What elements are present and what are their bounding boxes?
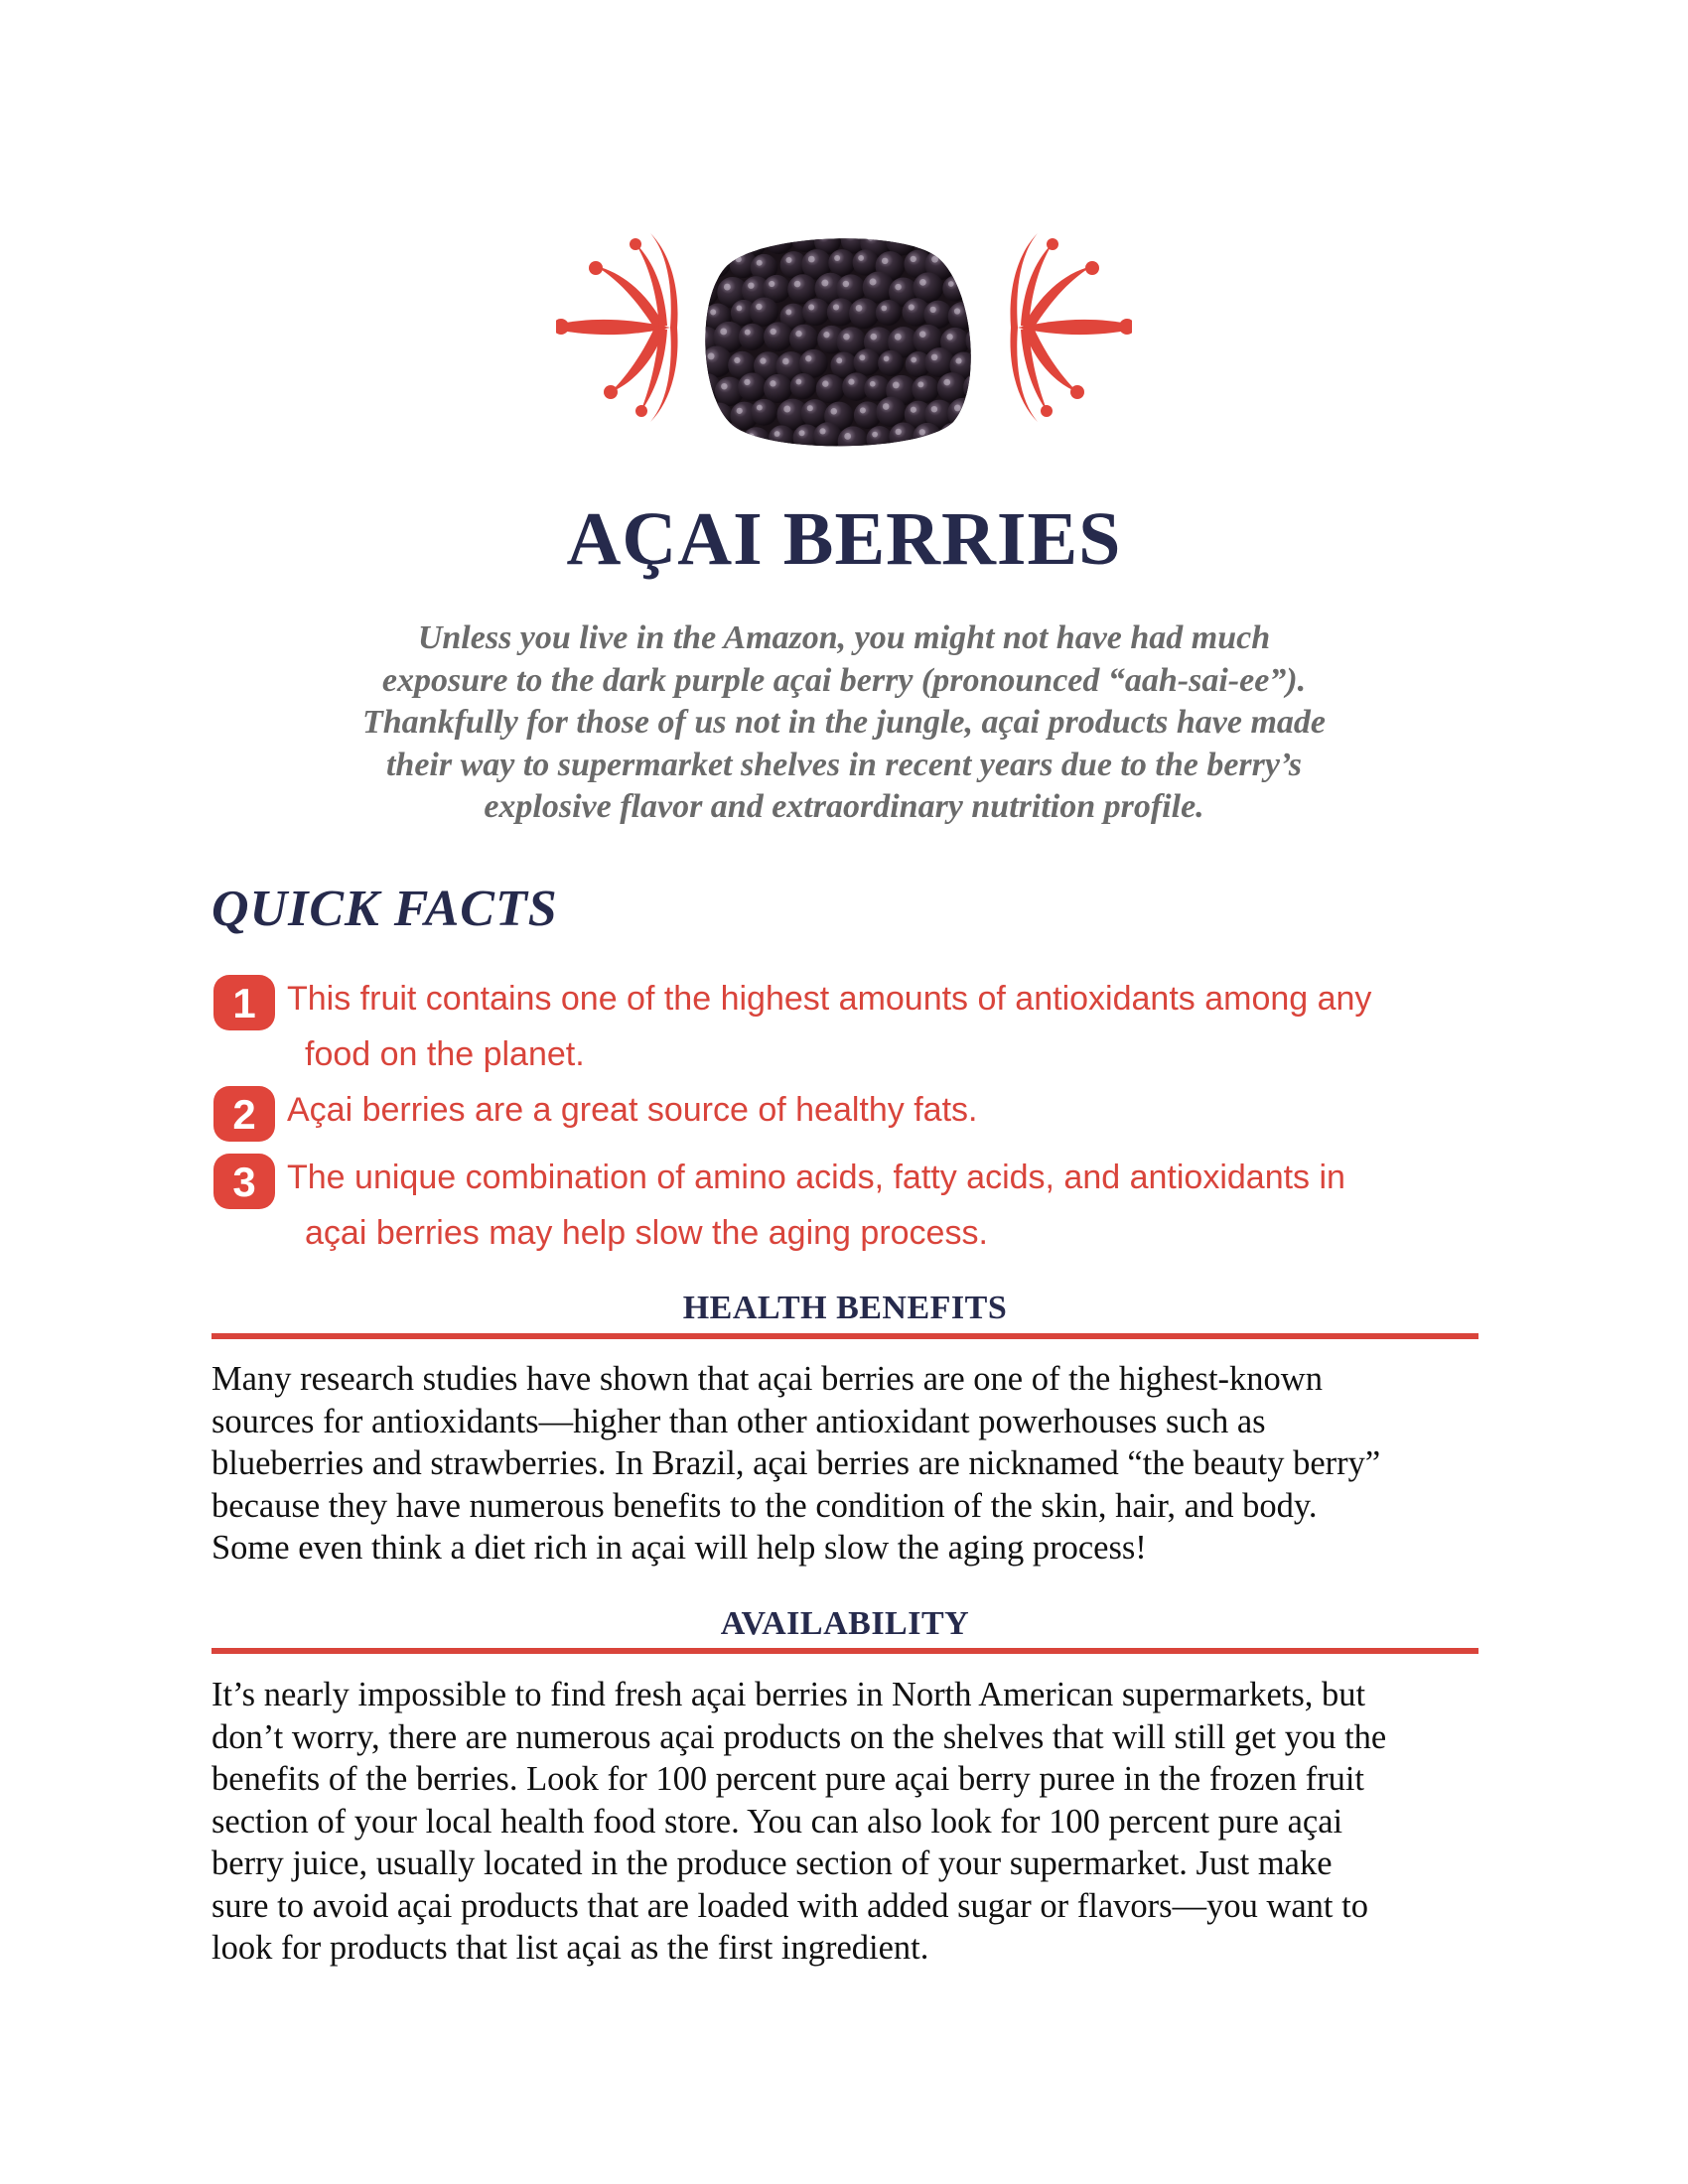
acai-berries-image [685, 228, 1007, 457]
berry [828, 249, 855, 276]
berry-highlight [911, 407, 916, 413]
berry [813, 422, 841, 450]
berry [751, 399, 777, 426]
berry [941, 228, 968, 252]
berry [849, 298, 880, 329]
berry [688, 276, 719, 307]
berry-highlight [955, 358, 961, 364]
berry-highlight [798, 430, 804, 436]
berry-highlight [909, 304, 914, 310]
berry-highlight [943, 379, 950, 386]
berry-highlight [843, 281, 849, 287]
berry-highlight [982, 305, 989, 312]
berry-highlight [711, 409, 717, 415]
berry-highlight [720, 329, 727, 336]
berry-highlight [769, 281, 774, 287]
berry-highlight [695, 283, 702, 290]
berry-highlight [699, 379, 705, 385]
berry-highlight [808, 304, 814, 310]
berry-highlight [931, 406, 937, 412]
berry-highlight [774, 431, 780, 437]
berry [789, 325, 818, 353]
berry [942, 276, 968, 302]
berry-highlight [859, 354, 865, 360]
berry [692, 228, 719, 254]
berry-highlight [756, 304, 762, 310]
berry-highlight [795, 379, 801, 385]
berry-highlight [911, 256, 916, 262]
intro-line: explosive flavor and extraordinary nutrition profile. [484, 788, 1204, 825]
berry [816, 374, 845, 403]
berry [738, 228, 768, 257]
berry [769, 425, 795, 452]
header-illustration [556, 228, 1132, 457]
berry-highlight [834, 255, 840, 261]
berry-highlight [971, 431, 977, 437]
availability-paragraph [211, 1674, 1502, 1970]
health-benefits-heading: HEALTH BENEFITS [682, 1290, 1008, 1326]
berry [975, 253, 1002, 280]
number-badge-icon [211, 971, 279, 1034]
berry [966, 426, 993, 453]
berry-highlight [884, 355, 890, 361]
berry-highlight [721, 383, 727, 389]
berry-highlight [785, 257, 791, 263]
berry-highlight [719, 429, 726, 436]
berry [853, 348, 880, 375]
berry-highlight [737, 306, 743, 312]
berry [692, 425, 719, 452]
left-flourish-icon [556, 233, 678, 422]
berry-highlight [919, 331, 926, 338]
fact-line: food on the planet. [305, 1035, 585, 1073]
right-flourish-icon [1010, 233, 1132, 422]
berry-highlight [893, 231, 900, 238]
paragraph-line: It’s nearly impossible to find fresh açai berries in North American supermarkets, but [211, 1676, 1366, 1713]
berry [750, 298, 778, 327]
availability-heading: AVAILABILITY [720, 1605, 970, 1642]
berry [967, 228, 994, 253]
berry-highlight [782, 358, 789, 365]
fact-line: The unique combination of amino acids, fatty acids, and antioxidants in [287, 1159, 1345, 1196]
berry-highlight [737, 408, 743, 414]
intro-line: their way to supermarket shelves in recent years due to the berry’s [385, 746, 1303, 783]
berry [963, 372, 993, 402]
section-divider [211, 1333, 1478, 1339]
berry-highlight [967, 283, 974, 290]
berry-highlight [954, 405, 961, 412]
berry [876, 397, 906, 427]
berry-highlight [836, 357, 842, 363]
quick-fact-text [287, 971, 1508, 1082]
berry [978, 350, 1006, 378]
berry-highlight [860, 407, 866, 413]
berry-highlight [918, 231, 924, 237]
berry-highlight [870, 334, 877, 341]
health-benefits-paragraph [211, 1358, 1502, 1570]
berry-highlight [760, 357, 766, 363]
berry-highlight [911, 357, 916, 363]
berry-highlight [981, 259, 987, 265]
quick-fact-text [287, 1082, 1508, 1138]
berry-highlight [698, 333, 704, 339]
berry [853, 249, 879, 275]
berry-highlight [847, 232, 853, 238]
paragraph-line: Many research studies have shown that açai berries are one of the highest-known [211, 1360, 1323, 1398]
berry-highlight [748, 282, 754, 288]
berry-highlight [708, 352, 715, 359]
berry-highlight [783, 405, 790, 412]
berry [878, 350, 904, 376]
berry-highlight [822, 380, 828, 386]
berry-highlight [867, 234, 874, 241]
berry-highlight [972, 332, 979, 339]
berry-highlight [697, 233, 703, 239]
berry-highlight [946, 334, 952, 340]
berry [714, 228, 743, 254]
number-badge-icon [211, 1150, 279, 1213]
berry-highlight [710, 309, 716, 315]
berry-highlight [881, 306, 887, 312]
berry-highlight [973, 232, 979, 238]
berry [965, 325, 996, 355]
berry-highlight [858, 255, 864, 261]
berry-highlight [724, 284, 731, 291]
berry-highlight [917, 381, 923, 387]
badge-number: 3 [232, 1159, 256, 1205]
fact-line: açai berries may help slow the aging process. [305, 1214, 988, 1252]
berry [764, 322, 793, 351]
berry-highlight [821, 280, 828, 287]
berry [838, 426, 869, 457]
paragraph-line: Some even think a diet rich in açai will help slow the aging process! [211, 1529, 1147, 1567]
berry-highlight [882, 258, 889, 265]
number-badge-icon [211, 1082, 279, 1146]
page-title: AÇAI BERRIES [566, 497, 1122, 581]
berry-highlight [833, 304, 839, 310]
berry [705, 403, 733, 431]
berry-highlight [808, 256, 815, 263]
berry-highlight [931, 354, 938, 361]
badge-number: 1 [232, 980, 256, 1026]
berry-highlight [757, 260, 763, 266]
berry [939, 423, 969, 453]
berry [913, 423, 941, 452]
berry-highlight [984, 357, 990, 363]
berry-highlight [744, 379, 750, 385]
berry-highlight [945, 429, 951, 435]
berry [712, 422, 744, 454]
berry [790, 373, 816, 399]
berry-highlight [883, 403, 890, 410]
paragraph-line: sure to avoid açai products that are loaded with added sugar or flavors—you want to [211, 1886, 1368, 1925]
berry [977, 400, 1006, 429]
badge-number: 2 [232, 1091, 256, 1138]
berry [951, 251, 979, 279]
berry-highlight [698, 431, 704, 437]
berry-highlight [930, 307, 936, 313]
berry-highlight [744, 234, 750, 240]
paragraph-line: berry juice, usually located in the produce section of your supermarket. Just make [211, 1844, 1333, 1882]
berry [961, 276, 991, 306]
berry-highlight [870, 278, 877, 285]
berry-highlight [954, 308, 960, 314]
berry-highlight [797, 229, 803, 235]
berry-highlight [807, 405, 813, 411]
berry [764, 374, 792, 403]
berry-highlight [736, 256, 742, 262]
berry [701, 346, 733, 378]
berry-highlight [820, 233, 826, 239]
berry-highlight [896, 429, 902, 435]
berry-highlight [770, 380, 775, 386]
berry [876, 300, 902, 326]
berry-highlight [771, 230, 777, 237]
paragraph-line: because they have numerous benefits to the condition of the skin, hair, and body. [211, 1486, 1318, 1525]
berry-highlight [895, 334, 902, 341]
quick-fact-text [287, 1150, 1508, 1261]
berry [976, 298, 1008, 330]
berry-highlight [720, 231, 726, 237]
berry [802, 298, 830, 326]
berry-highlight [843, 334, 850, 341]
intro-line: Thankfully for those of us not in the jungle, açai products have made [361, 704, 1327, 741]
section-divider [211, 1648, 1478, 1654]
berry-highlight [844, 433, 851, 440]
berry-highlight [856, 305, 863, 312]
berry-highlight [919, 429, 925, 435]
intro-line: Unless you live in the Amazon, you might not have had much [417, 619, 1271, 656]
berry [947, 398, 978, 429]
berry [704, 251, 731, 278]
berry [867, 426, 893, 452]
berry-highlight [823, 332, 829, 338]
intro-line: exposure to the dark purple açai berry (pronounced “aah-sai-ee”). [381, 661, 1307, 699]
berry-highlight [983, 406, 989, 412]
fact-line: Açai berries are a great source of healthy fats. [287, 1091, 978, 1129]
paragraph-line: don’t worry, there are numerous açai products on the shelves that will still get you the [211, 1717, 1387, 1756]
berry-highlight [795, 331, 801, 337]
berry-highlight [969, 379, 976, 386]
berry-highlight [948, 281, 954, 287]
berry-highlight [957, 257, 963, 263]
berry-highlight [848, 379, 854, 385]
berry-highlight [785, 309, 791, 315]
berry [912, 375, 939, 403]
berry [923, 301, 951, 329]
berry-highlight [748, 433, 754, 439]
paragraph-line: section of your local health food store. You can also look for 100 percent pure açai [211, 1802, 1343, 1841]
paragraph-line: sources for antioxidants—higher than other antioxidant powerhouses such as [211, 1402, 1266, 1440]
paragraph-line: benefits of the berries. Look for 100 percent pure açai berry puree in the frozen fruit [211, 1760, 1364, 1798]
berry-highlight [770, 329, 776, 336]
berry-highlight [830, 408, 837, 415]
berry [738, 373, 767, 402]
berry-highlight [870, 381, 876, 387]
berry-highlight [946, 231, 952, 237]
berry-highlight [710, 256, 716, 262]
intro-paragraph [298, 617, 1390, 829]
quick-facts-heading: QUICK FACTS [211, 881, 558, 937]
fact-line: This fruit contains one of the highest amounts of antioxidants among any [287, 980, 1372, 1018]
berry [742, 427, 771, 456]
berry [739, 324, 766, 350]
berry-highlight [757, 405, 763, 411]
berry-highlight [819, 428, 825, 434]
berry-highlight [872, 432, 878, 438]
berry-highlight [931, 256, 938, 263]
berry-highlight [805, 355, 811, 361]
berry [948, 302, 977, 331]
berry-highlight [919, 279, 926, 286]
berry-highlight [734, 357, 740, 363]
berry-highlight [893, 382, 900, 389]
berry-highlight [895, 284, 901, 290]
berry-highlight [745, 330, 751, 336]
paragraph-line: look for products that list açai as the first ingredient. [211, 1929, 929, 1967]
paragraph-line: blueberries and strawberries. In Brazil, açai berries are nicknamed “the beauty berry” [211, 1444, 1381, 1482]
berry-highlight [794, 281, 801, 288]
